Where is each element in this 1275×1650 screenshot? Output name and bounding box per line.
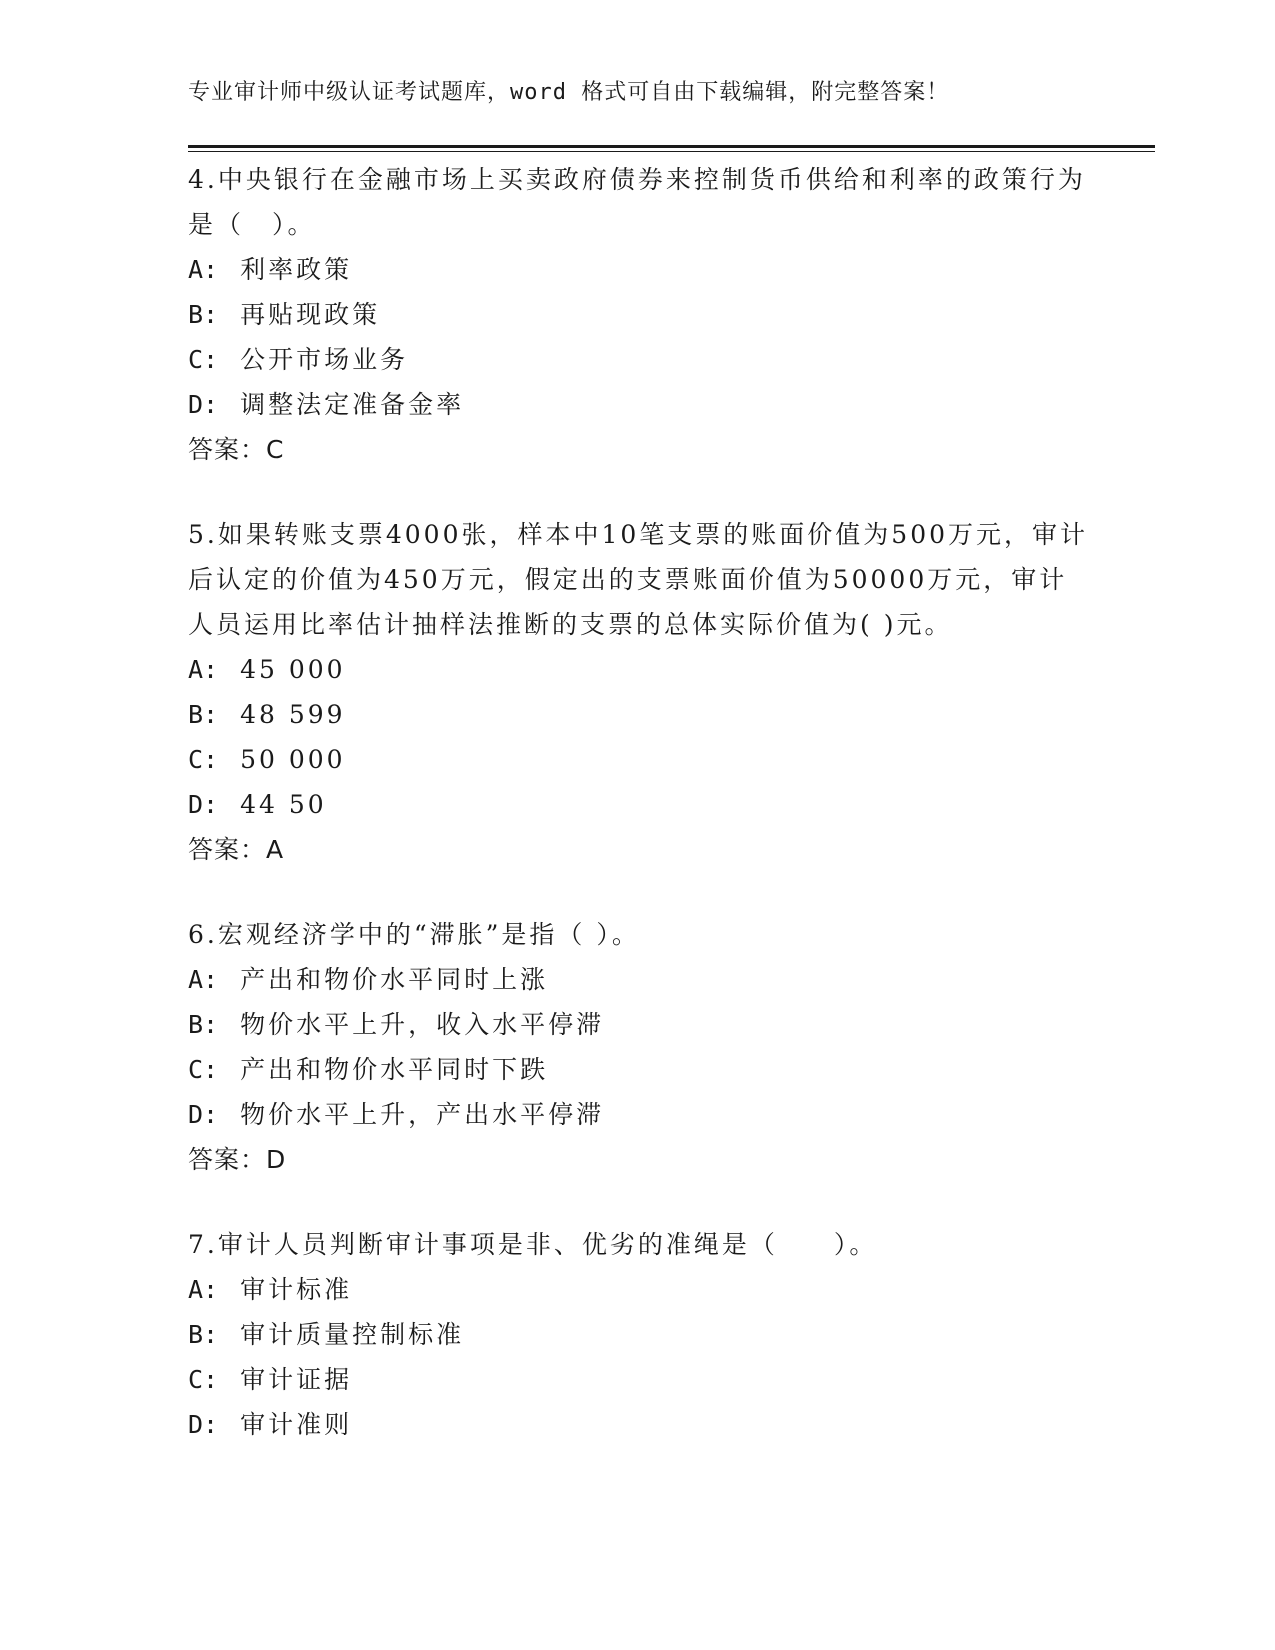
document-header: 专业审计师中级认证考试题库，word 格式可自由下载编辑，附完整答案！	[188, 80, 950, 105]
answer-line: 答案：A	[188, 835, 285, 864]
answer-line: 答案：C	[188, 435, 285, 464]
option-c	[188, 1047, 1088, 1092]
option-letter: D:	[188, 790, 219, 819]
option-text: 物价水平上升，收入水平停滞	[240, 1010, 605, 1039]
option-a	[188, 247, 1088, 292]
option-letter: B:	[188, 1320, 219, 1349]
option-c	[188, 337, 1088, 382]
option-letter: B:	[188, 700, 219, 729]
option-a	[188, 1267, 1088, 1312]
option-letter: D:	[188, 1410, 219, 1439]
option-text: 审计证据	[240, 1365, 353, 1394]
option-d	[188, 782, 1088, 827]
option-text: 审计质量控制标准	[240, 1320, 465, 1349]
question-stem: 4.中央银行在金融市场上买卖政府债券来控制货币供给和利率的政策行为是（ ）。	[188, 165, 1086, 239]
option-letter: C:	[188, 745, 219, 774]
option-text: 审计准则	[240, 1410, 353, 1439]
option-letter: A:	[188, 1275, 219, 1304]
option-c	[188, 1357, 1088, 1402]
option-letter: A:	[188, 965, 219, 994]
option-text: 产出和物价水平同时下跌	[240, 1055, 549, 1084]
question-7	[188, 1222, 1088, 1447]
option-text: 50 000	[240, 745, 346, 774]
question-list	[188, 157, 1088, 1487]
option-b	[188, 692, 1088, 737]
header-divider-thin	[188, 151, 1155, 152]
option-text: 45 000	[240, 655, 346, 684]
question-6	[188, 912, 1088, 1182]
option-a	[188, 957, 1088, 1002]
option-text: 利率政策	[240, 255, 353, 284]
question-4	[188, 157, 1088, 472]
option-letter: D:	[188, 1100, 219, 1129]
option-text: 物价水平上升，产出水平停滞	[240, 1100, 605, 1129]
answer-line: 答案：D	[188, 1145, 287, 1174]
option-text: 审计标准	[240, 1275, 353, 1304]
option-letter: B:	[188, 1010, 219, 1039]
option-text: 48 599	[240, 700, 346, 729]
option-letter: D:	[188, 390, 219, 419]
option-a	[188, 647, 1088, 692]
option-d	[188, 1402, 1088, 1447]
option-text: 再贴现政策	[240, 300, 381, 329]
option-b	[188, 1002, 1088, 1047]
option-b	[188, 292, 1088, 337]
option-text: 公开市场业务	[240, 345, 409, 374]
question-stem: 6.宏观经济学中的“滞胀”是指（ ）。	[188, 920, 640, 949]
option-b	[188, 1312, 1088, 1357]
option-text: 44 50	[240, 790, 327, 819]
question-stem: 7.审计人员判断审计事项是非、优劣的准绳是（ ）。	[188, 1230, 878, 1259]
option-letter: A:	[188, 255, 219, 284]
option-text: 产出和物价水平同时上涨	[240, 965, 549, 994]
question-5	[188, 512, 1088, 872]
question-stem: 5.如果转账支票4000张，样本中10笔支票的账面价值为500万元，审计后认定的价值为450万元，假定出的支票账面价值为50000万元，审计人员运用比率估计抽样法推断的支票的总体实际价值为( )元。	[188, 520, 1089, 639]
option-d	[188, 1092, 1088, 1137]
header-divider-thick	[188, 145, 1155, 148]
option-text: 调整法定准备金率	[240, 390, 465, 419]
option-letter: C:	[188, 1365, 219, 1394]
option-letter: A:	[188, 655, 219, 684]
option-letter: C:	[188, 345, 219, 374]
option-c	[188, 737, 1088, 782]
option-d	[188, 382, 1088, 427]
option-letter: C:	[188, 1055, 219, 1084]
option-letter: B:	[188, 300, 219, 329]
